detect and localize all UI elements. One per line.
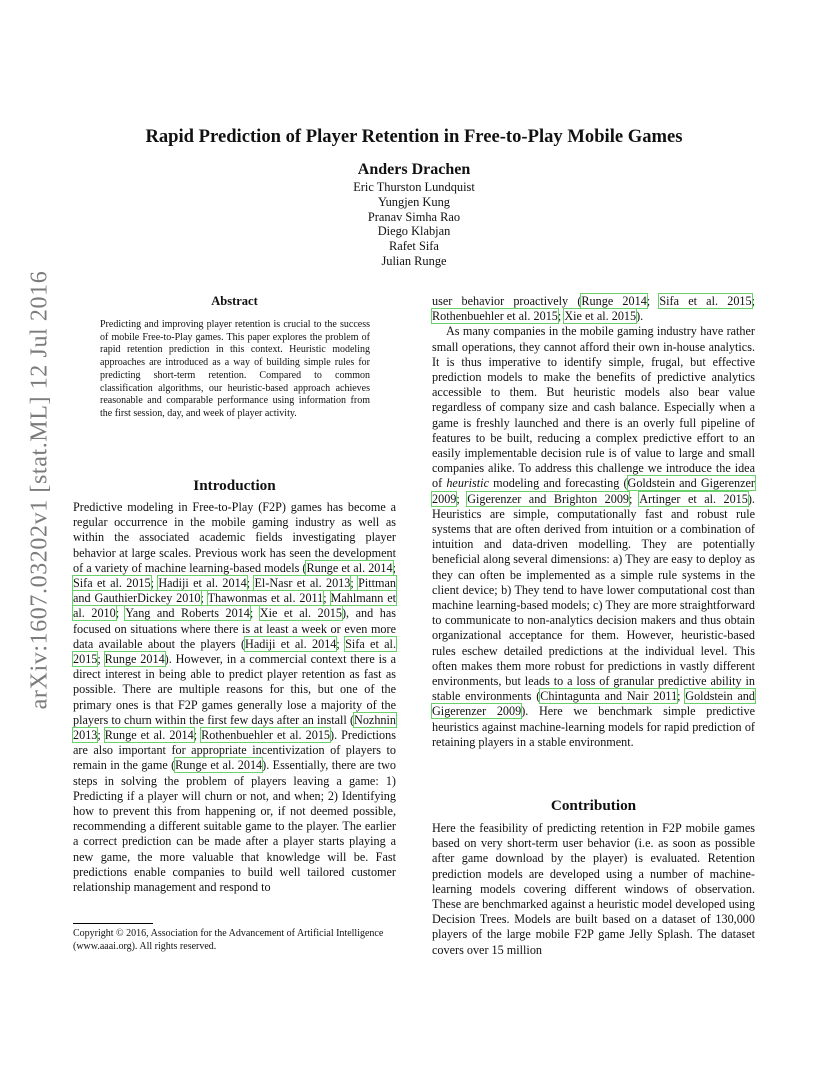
citation-link[interactable]: Mahlmann et al. 2010 — [73, 591, 396, 621]
arxiv-identifier: arXiv:1607.03202v1 [stat.ML] 12 Jul 2016 — [26, 270, 53, 710]
text-run: modeling and forecasting ( — [488, 476, 628, 491]
text-run: ; — [246, 576, 255, 591]
text-run: ; — [150, 576, 159, 591]
citation-link[interactable]: Goldstein and Gigerenzer 2009 — [432, 689, 755, 719]
text-run: ). Here we benchmark simple predictive heuristics against machine-learning models for rapid prediction of retaining players in a stable environment. — [432, 704, 755, 749]
text-run: ; — [751, 294, 755, 308]
lead-author: Anders Drachen — [357, 161, 471, 178]
text-run: ). Predictions are also important for appropriate incentivization of players to remain in the game ( — [73, 728, 396, 773]
text-run: ; — [323, 591, 331, 606]
author-list — [0, 180, 828, 269]
citation-link[interactable]: Pittman and GauthierDickey 2010 — [73, 576, 397, 606]
citation-link[interactable]: Runge et al. 2014 — [104, 728, 194, 743]
text-run: ; — [193, 728, 202, 743]
citation-link[interactable]: Yang and Roberts 2014 — [125, 606, 250, 621]
text-run: user behavior proactively ( — [432, 294, 582, 308]
text-run: ; — [249, 606, 260, 621]
copyright-footnote: Copyright © 2016, Association for the Advancement of Artificial Intelligence (www.aaai.org). All rights reserved. — [73, 928, 384, 952]
arxiv-sidebar — [18, 270, 62, 710]
abstract-heading: Abstract — [211, 294, 258, 308]
citation-link[interactable]: Xie et al. 2015 — [564, 309, 637, 324]
contribution-body: Here the feasibility of predicting retention in F2P mobile games based on very short-term user behavior (i.e. as soon as possible after game download by the player) is evaluated. Retention prediction models are developed using a number of machine-learning models covering different windows of observation. These are benchmarked against a heuristic model developed using Decision Trees. Models are built based on a dataset of 130,000 players of the large mobile F2P game Jelly Splash. The dataset covers over 15 million — [432, 821, 755, 957]
abstract-text: Predicting and improving player retention is crucial to the success of mobile Free-to-Play games. This paper explores the problem of rapid retention prediction in this context. Heuristic modeling approaches are introduced as a way of building simple rules for predicting short-term retention. Compared to common classification algorithms, our heuristic-based approach achieves reasonable and comparable performance using information from the first session, day, and week of player activity. — [100, 319, 370, 419]
paper-title: Rapid Prediction of Player Retention in Free-to-Play Mobile Games — [145, 126, 683, 147]
author: Julian Runge — [381, 253, 447, 268]
citation-link[interactable]: Runge 2014 — [104, 652, 165, 667]
citation-link[interactable]: Rothenbuehler et al. 2015 — [201, 728, 331, 743]
citation-link[interactable]: Nozhnin 2013 — [73, 712, 396, 743]
author: Yungjen Kung — [378, 194, 450, 209]
paragraph — [432, 324, 755, 750]
introduction-heading: Introduction — [193, 477, 276, 494]
text-run: ; — [677, 689, 686, 704]
text-run: ; — [646, 294, 660, 308]
citation-link[interactable]: El-Nasr et al. 2013 — [254, 576, 351, 591]
text-run: ; — [115, 606, 126, 621]
citation-link[interactable]: Hadiji et al. 2014 — [158, 576, 247, 591]
citation-link[interactable]: Rothenbuehler et al. 2015 — [432, 309, 558, 324]
citation-link[interactable]: Sifa et al. 2015 — [73, 636, 396, 667]
citation-link[interactable]: Chintagunta and Nair 2011 — [540, 689, 678, 704]
citation-link[interactable]: Runge 2014 — [581, 294, 647, 308]
author: Rafet Sifa — [389, 239, 439, 254]
text-run: ; — [392, 560, 396, 575]
footnote-divider — [73, 923, 153, 924]
text-run: ), and has focused on situations where there is at least a week or even more data available about the players ( — [73, 606, 397, 651]
text-run: ). — [636, 309, 644, 324]
contribution-heading: Contribution — [550, 797, 637, 814]
text-run: ; — [200, 591, 208, 606]
text-run: ). Essentially, there are two steps in solving the problem of players leaving a game: 1) Predicting if a player will churn or not, and when; 2) Identifying how to prevent this from happening or, if not deemed possible, recommending a different suitable game to the player. The earlier a correct prediction can be made after a player starts playing a new game, the more valuable that knowledge will be. Fast predictions enable companies to build well tailored customer relationship management and respond to — [73, 758, 396, 895]
author: Diego Klabjan — [377, 224, 451, 239]
citation-link[interactable]: Thawonmas et al. 2011 — [207, 591, 324, 606]
text-run: Predictive modeling in Free-to-Play (F2P) games has become a regular occurrence in the mobile gaming industry as well as within the associated academic fields investigating player behavior at large scales. Previous work has seen the development of a variety of machine learning-based models ( — [73, 500, 396, 575]
text-run: ; — [336, 636, 346, 651]
right-column-body — [432, 294, 755, 750]
author: Eric Thurston Lundquist — [353, 180, 475, 194]
citation-link[interactable]: Hadiji et al. 2014 — [245, 636, 337, 651]
citation-link[interactable]: Gigerenzer and Brighton 2009 — [467, 491, 630, 506]
text-run: As many companies in the mobile gaming industry have rather small operations, they cannot afford their own in-house analytics. It is thus imperative to identify simple, frugal, but effective prediction models to make the benefits of predictive analytics accessible to them. But heuristic models also bear value regardless of company size and cash balance. Especially when a game is freshly launched and there is an overly full pipeline of features to be built, reducing a complex predictive effort to an easily implementable decision rule is of value to large and small companies alike. To address this challenge we introduce the idea of — [432, 324, 755, 491]
text-run: ; — [629, 491, 640, 506]
text-run: ; — [350, 576, 359, 591]
citation-link[interactable]: Artinger et al. 2015 — [639, 491, 748, 506]
text-run: ; — [97, 728, 105, 743]
citation-link[interactable]: Sifa et al. 2015 — [73, 576, 151, 591]
citation-link[interactable]: Runge et al. 2014 — [306, 560, 393, 575]
emphasis: heuristic — [446, 476, 489, 491]
citation-link[interactable]: Runge et al. 2014 — [175, 758, 263, 773]
text-run: ). Heuristics are simple, computationally fast and robust rule systems that are often derived from intuition or a combination of intuition and data-driven modelling. They are potentially beneficial along several dimensions: a) They are easy to deploy as they can often be implemented as a simple rule systems in the client device; b) They tend to have lower computational cost than machine learning-based models; c) They are more straightforward to communicate to non-analytics decision makers and thus obtain organizational acceptance for them. However, heuristic-based rules eschew detailed predictions at the individual level. This often makes them more robust for predictions in vastly different environments, but leads to a loss of granular predictive ability in stable environments ( — [432, 491, 755, 704]
text-run: ; — [557, 309, 565, 324]
citation-link[interactable]: Xie et al. 2015 — [259, 606, 342, 621]
text-run: ). However, in a commercial context there is a direct interest in being able to predict player retention as fast as possible. There are multiple reasons for this, but one of the primary ones is that F2P games generally lose a majority of the players to churn within the first few days after an install ( — [73, 652, 396, 727]
paragraph — [432, 294, 755, 324]
citation-link[interactable]: Goldstein and Gigerenzer 2009 — [432, 476, 755, 506]
text-run: ; — [97, 652, 105, 667]
citation-link[interactable]: Sifa et al. 2015 — [659, 294, 752, 308]
introduction-body — [73, 500, 396, 895]
text-run: ; — [456, 491, 468, 506]
author: Pranav Simha Rao — [367, 209, 461, 224]
introduction-paragraph — [73, 500, 396, 895]
author-block — [0, 160, 828, 269]
